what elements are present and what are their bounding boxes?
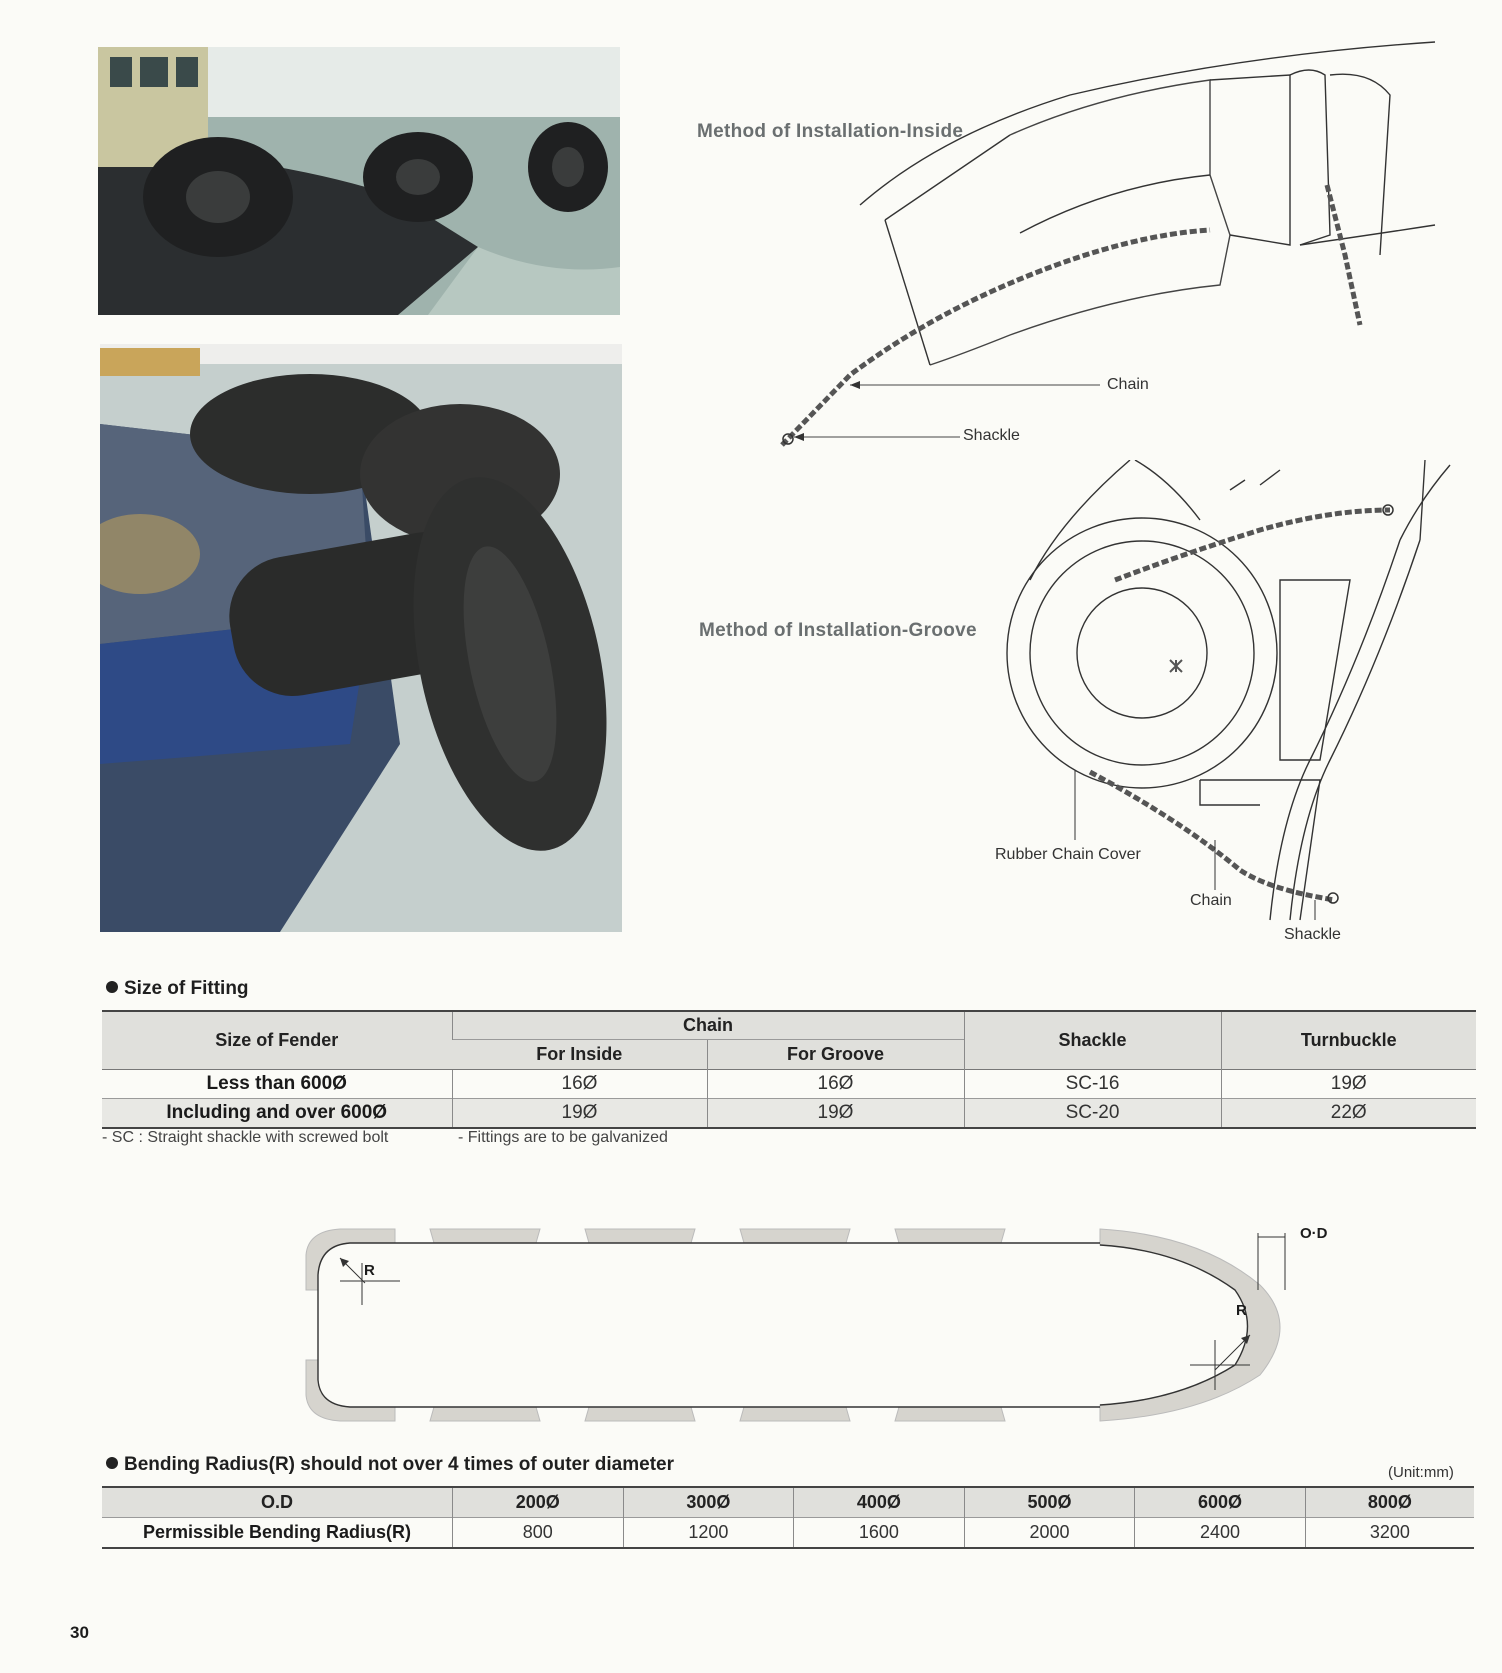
bending-radius-table — [102, 1486, 1474, 1549]
radius-cell: 1200 — [623, 1518, 794, 1549]
table-row — [102, 1098, 1476, 1128]
od-cell: 800Ø — [1305, 1487, 1474, 1518]
header-shackle: Shackle — [964, 1011, 1221, 1069]
od-cell: 600Ø — [1135, 1487, 1306, 1518]
photo-tug-tire-fenders — [98, 47, 620, 315]
od-cell: 500Ø — [964, 1487, 1135, 1518]
method-inside-title: Method of Installation-Inside — [697, 121, 964, 142]
od-cell: 400Ø — [794, 1487, 965, 1518]
shackle-cell: SC-16 — [964, 1069, 1221, 1098]
groove-chain-label: Chain — [1190, 892, 1232, 909]
fender-size-cell: Less than 600Ø — [102, 1069, 452, 1098]
od-cell: 200Ø — [453, 1487, 624, 1518]
fender-bending-diagram — [300, 1215, 1350, 1425]
shackle-cell: SC-20 — [964, 1098, 1221, 1128]
od-row-label: O.D — [102, 1487, 453, 1518]
groove-cover-label: Rubber Chain Cover — [995, 846, 1141, 863]
od-label: O·D — [1300, 1225, 1328, 1242]
fitting-note-shackle: - SC : Straight shackle with screwed bolt — [102, 1129, 389, 1146]
header-for-groove: For Groove — [707, 1039, 964, 1069]
unit-label: (Unit:mm) — [1388, 1464, 1454, 1481]
od-cell: 300Ø — [623, 1487, 794, 1518]
radius-cell: 800 — [453, 1518, 624, 1549]
radius-label-right: R — [1236, 1302, 1247, 1319]
header-turnbuckle: Turnbuckle — [1221, 1011, 1476, 1069]
radius-cell: 1600 — [794, 1518, 965, 1549]
turnbuckle-cell: 22Ø — [1221, 1098, 1476, 1128]
fitting-heading-text: Size of Fitting — [124, 978, 249, 999]
inside-installation-drawing — [770, 35, 1440, 475]
fender-size-cell: Including and over 600Ø — [102, 1098, 452, 1128]
table-row — [102, 1487, 1474, 1518]
bending-heading — [106, 1454, 674, 1476]
radius-row-label: Permissible Bending Radius(R) — [102, 1518, 453, 1549]
radius-cell: 2400 — [1135, 1518, 1306, 1549]
page-number: 30 — [70, 1623, 89, 1642]
groove-shackle-label: Shackle — [1284, 926, 1341, 943]
photo-barge-cylindrical-fender — [100, 344, 622, 932]
radius-cell: 2000 — [964, 1518, 1135, 1549]
chain-groove-cell: 19Ø — [707, 1098, 964, 1128]
bullet-icon — [106, 1457, 118, 1469]
chain-groove-cell: 16Ø — [707, 1069, 964, 1098]
table-row — [102, 1069, 1476, 1098]
header-size-of-fender: Size of Fender — [102, 1011, 452, 1069]
turnbuckle-cell: 19Ø — [1221, 1069, 1476, 1098]
inside-chain-label: Chain — [1107, 376, 1149, 393]
method-groove-title: Method of Installation-Groove — [699, 620, 977, 641]
fitting-heading — [106, 978, 249, 1000]
bullet-icon — [106, 981, 118, 993]
chain-inside-cell: 16Ø — [452, 1069, 707, 1098]
table-row — [102, 1518, 1474, 1549]
header-chain: Chain — [452, 1011, 964, 1039]
inside-shackle-label: Shackle — [963, 427, 1020, 444]
header-for-inside: For Inside — [452, 1039, 707, 1069]
chain-inside-cell: 19Ø — [452, 1098, 707, 1128]
radius-label-left: R — [364, 1262, 375, 1279]
bending-heading-text: Bending Radius(R) should not over 4 times of outer diameter — [124, 1454, 674, 1475]
fitting-table — [102, 1010, 1476, 1129]
fitting-note-galvanized: - Fittings are to be galvanized — [458, 1129, 668, 1146]
radius-cell: 3200 — [1305, 1518, 1474, 1549]
